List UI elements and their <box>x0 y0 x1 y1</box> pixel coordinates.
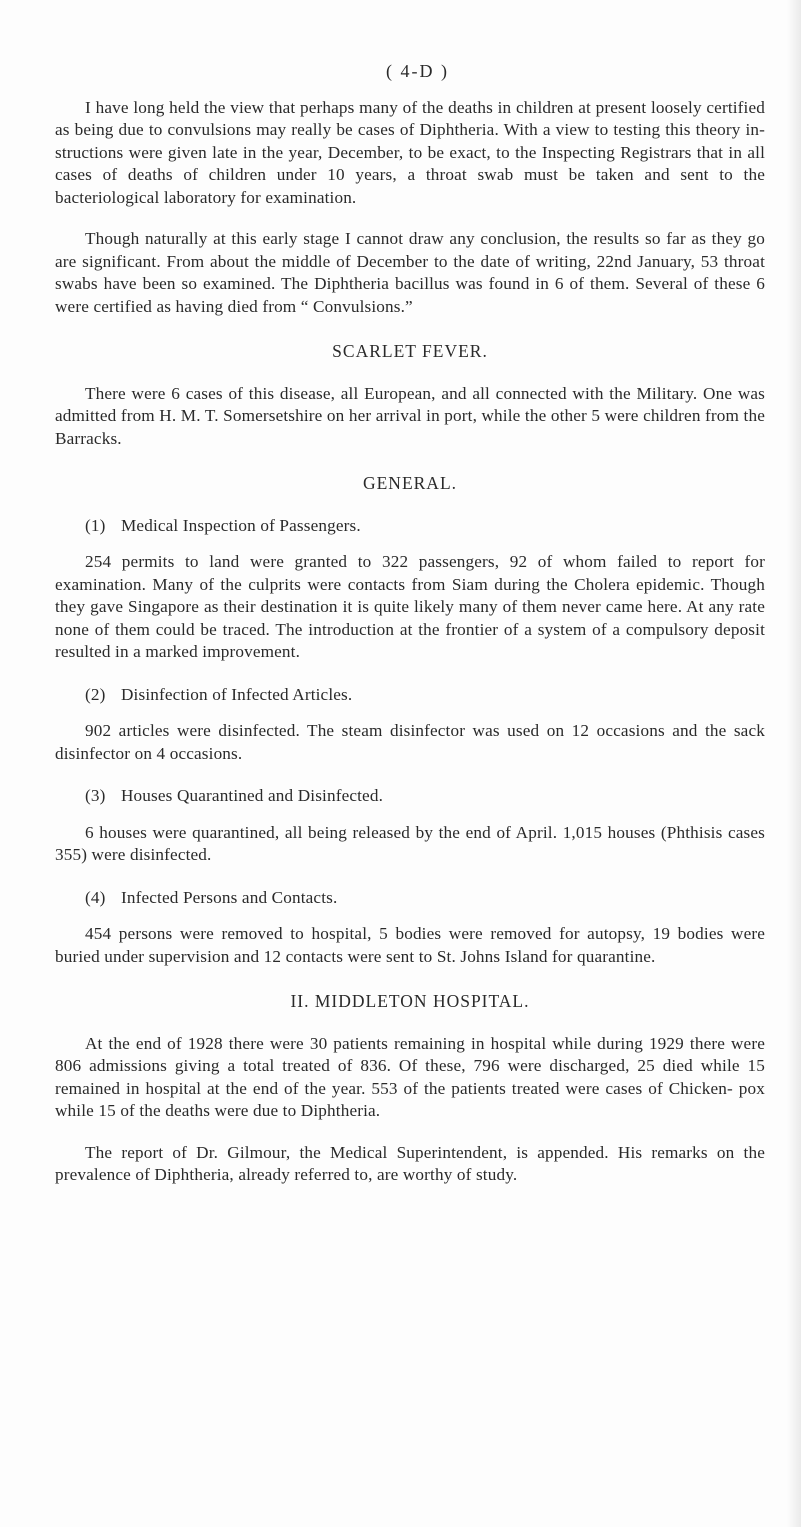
section-paragraph: 6 houses were quarantined, all being released by the end of April. 1,015 houses (Phthisis cases 355) were disinfected. <box>55 822 765 864</box>
intro-paragraph-2: Though naturally at this early stage I cannot draw any conclusion, the results so far as they go are significant. From about the middle of December to the date of writing, 22nd January, 53 throat swabs have been so examined. The Diphtheria bacillus was found in 6 of them. Several of these 6 were certified as having died from “ Convulsions.” <box>55 229 765 316</box>
section-number: (1) <box>85 515 106 535</box>
section-paragraph: 902 articles were disinfected. The steam disinfector was used on 12 occasions and the sack disinfector on 4 occasions. <box>55 721 765 763</box>
section-paragraph: 454 persons were removed to hospital, 5 bodies were removed for autopsy, 19 bodies were buried under supervision and 12 contacts were sent to St. Johns Island for quarantine. <box>55 924 765 966</box>
section-heading <box>55 785 765 808</box>
section-number: (4) <box>85 887 106 907</box>
intro-paragraph-1: I have long held the view that perhaps many of the deaths in children at present loosely certified as being due to convulsions may really be cases of Diphtheria. With a view to testing this theory in- structions were given late in the year, December, to be exact, to the Inspecting Registrars that in all cases of deaths of children under 10 years, a throat swab must be taken and sent to the bacteriological laboratory for examination. <box>55 97 765 207</box>
scarlet-fever-heading: SCARLET FEVER. <box>332 341 488 361</box>
section-title: Disinfection of Infected Articles. <box>121 684 353 704</box>
hospital-paragraph-1: At the end of 1928 there were 30 patients remaining in hospital while during 1929 there were 806 admissions giving a total treated of 836. Of these, 796 were discharged, 25 died while 15 remained in hospital at the end of the year. 553 of the patients treated were cases of Chicken- pox while 15 of the deaths were due to Diphtheria. <box>55 1033 765 1120</box>
section-heading <box>55 684 765 707</box>
page-number: ( 4-D ) <box>386 61 449 81</box>
hospital-paragraph-2: The report of Dr. Gilmour, the Medical Superintendent, is appended. His remarks on the prevalence of Diphtheria, already referred to, are worthy of study. <box>55 1142 765 1184</box>
section-title: Infected Persons and Contacts. <box>121 887 338 907</box>
page-edge-shadow <box>787 0 801 1527</box>
middleton-hospital-heading: II. MIDDLETON HOSPITAL. <box>290 991 530 1011</box>
general-section-3 <box>55 785 765 867</box>
section-heading <box>55 887 765 910</box>
section-title: Houses Quarantined and Disinfected. <box>121 786 384 805</box>
general-section-1 <box>55 515 765 664</box>
general-section-2 <box>55 684 765 766</box>
general-heading: GENERAL. <box>362 473 458 493</box>
section-title: Medical Inspection of Passengers. <box>121 515 361 535</box>
page-content <box>55 60 765 1187</box>
section-heading <box>55 515 765 538</box>
section-number: (2) <box>85 684 106 704</box>
general-section-4 <box>55 887 765 969</box>
section-number: (3) <box>85 786 106 805</box>
scarlet-fever-paragraph: There were 6 cases of this disease, all European, and all connected with the Military. One was admitted from H. M. T. Somersetshire on her arrival in port, while the other 5 were children from the Barracks. <box>55 383 765 448</box>
section-paragraph: 254 permits to land were granted to 322 passengers, 92 of whom failed to report for examination. Many of the culprits were contacts from Siam during the Cholera epidemic. Though they gave Singapore as their destination it is quite likely many of them never came here. At any rate none of them could be traced. The introduction at the frontier of a system of a compulsory deposit resulted in a marked improvement. <box>55 552 765 661</box>
